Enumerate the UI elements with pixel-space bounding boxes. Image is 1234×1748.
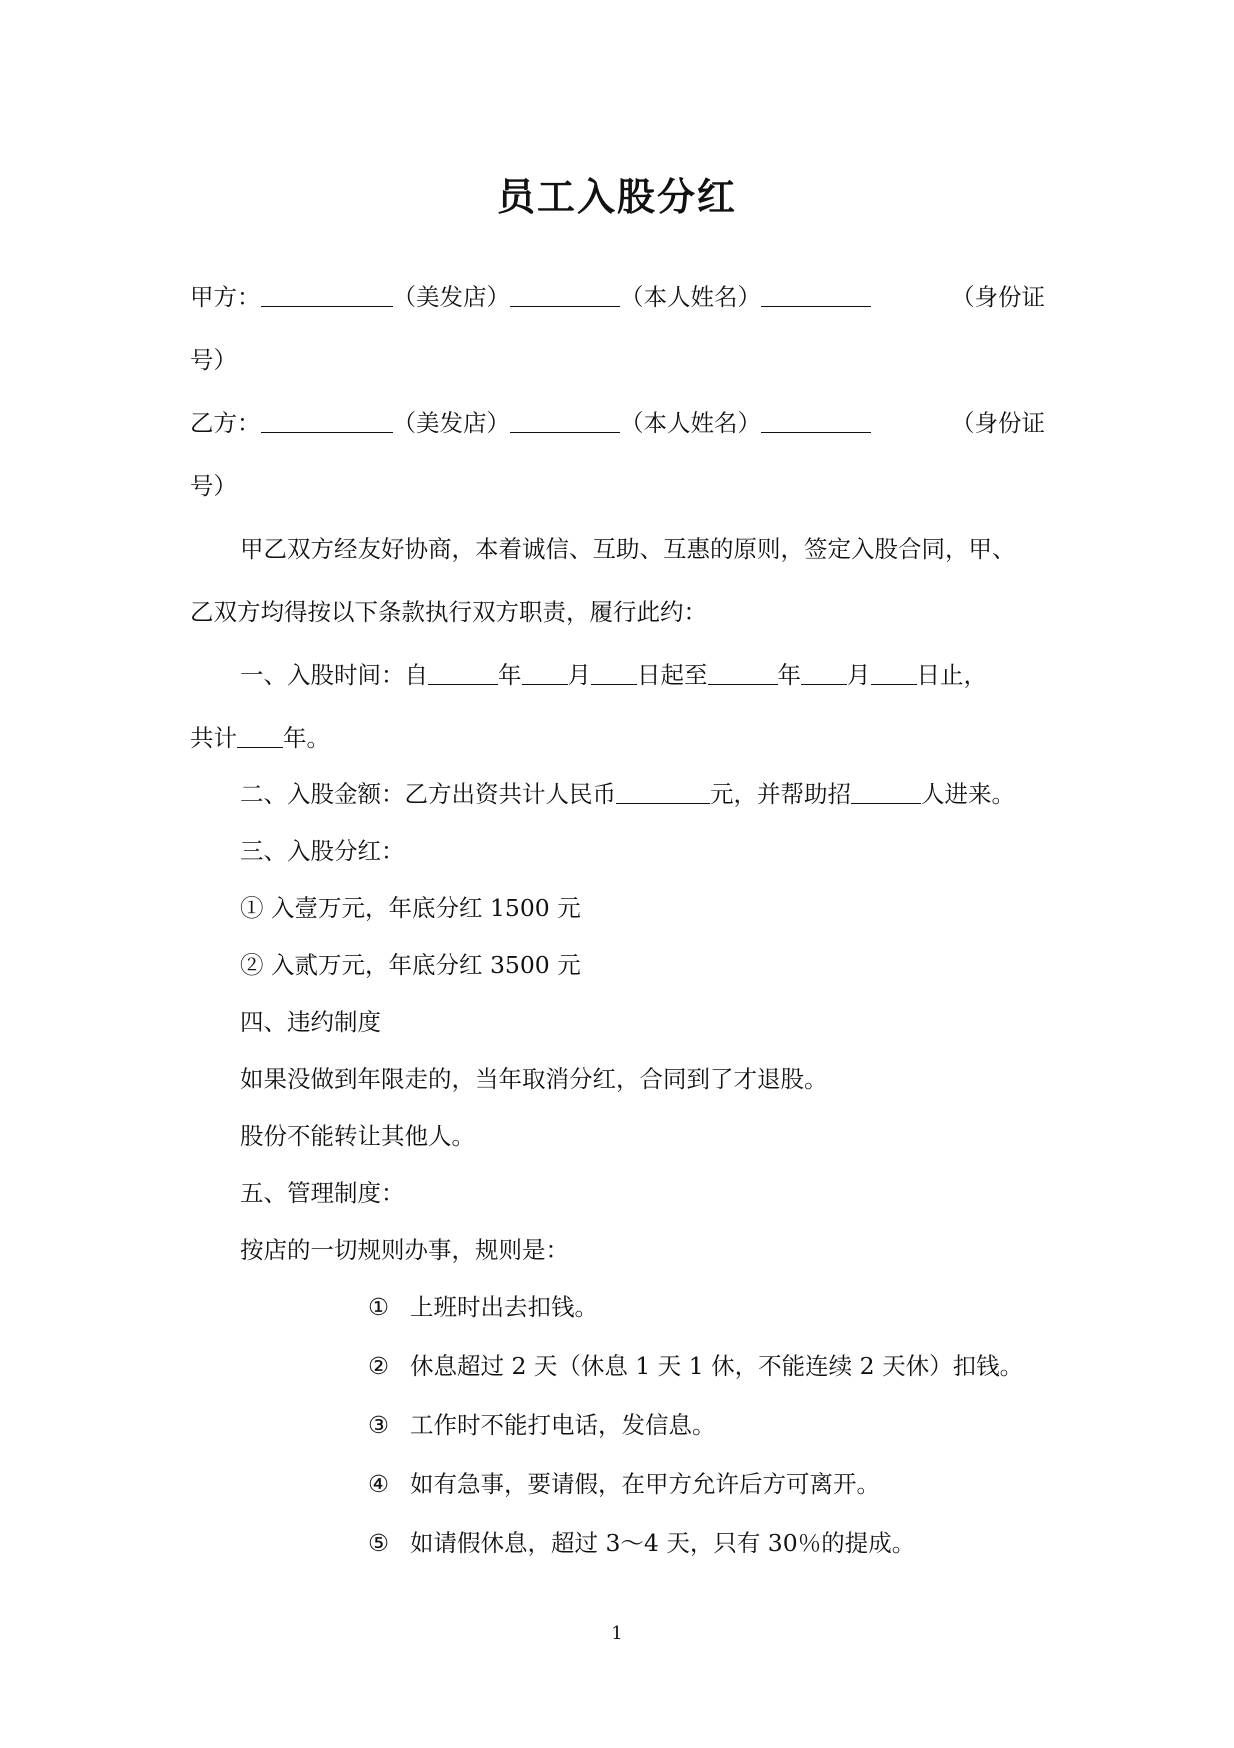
rule-text: 如有急事，要请假，在甲方允许后方可离开。 xyxy=(410,1470,880,1498)
rule-number: ② xyxy=(368,1352,390,1380)
rule-number: ① xyxy=(368,1293,390,1321)
party-b-name-blank xyxy=(510,408,620,433)
clause-4-heading: 四、违约制度 xyxy=(240,1008,381,1036)
party-b-shop-blank xyxy=(261,408,393,433)
party-a-id-blank xyxy=(761,282,871,307)
clause-1-year-2: 年 xyxy=(777,661,801,689)
party-a-shop-blank xyxy=(261,282,393,307)
party-a-shop-label: （美发店） xyxy=(392,283,510,311)
clause-1-year: 年 xyxy=(498,661,522,689)
party-b-name-label: （本人姓名） xyxy=(620,409,761,437)
start-day-blank xyxy=(591,660,637,685)
rule-item-1 xyxy=(368,1290,598,1324)
intro-line-1: 甲乙双方经友好协商，本着诚信、互助、互惠的原则，签定入股合同，甲、 xyxy=(240,535,1016,563)
rule-text: 如请假休息，超过 3～4 天，只有 30％的提成。 xyxy=(410,1529,916,1557)
rule-text: 休息超过 2 天（休息 1 天 1 休，不能连续 2 天休）扣钱。 xyxy=(410,1352,1024,1380)
party-a-line xyxy=(190,280,1045,314)
party-b-id-label-cont: 号） xyxy=(190,472,237,500)
clause-1-day-to: 日止， xyxy=(916,661,987,689)
party-b-line xyxy=(190,406,1045,440)
rule-item-4 xyxy=(368,1467,880,1501)
page-number: 1 xyxy=(611,1623,623,1644)
clause-2-mid: 元，并帮助招 xyxy=(710,780,851,808)
rule-text: 工作时不能打电话，发信息。 xyxy=(410,1411,716,1439)
party-b-id-blank xyxy=(761,408,871,433)
recruit-count-blank xyxy=(851,779,921,804)
end-month-blank xyxy=(801,660,847,685)
party-b-label: 乙方： xyxy=(190,409,261,437)
end-day-blank xyxy=(871,660,917,685)
clause-5-intro: 按店的一切规则办事，规则是： xyxy=(240,1236,569,1264)
party-a-label: 甲方： xyxy=(190,283,261,311)
party-a-id-label: （身份证 xyxy=(951,283,1045,311)
rule-number: ⑤ xyxy=(368,1529,390,1557)
clause-2-prefix: 二、入股金额：乙方出资共计人民币 xyxy=(240,780,616,808)
dividend-item-1: ① 入壹万元，年底分红 1500 元 xyxy=(240,894,581,922)
clause-2-suffix: 人进来。 xyxy=(921,780,1015,808)
rule-item-5 xyxy=(368,1526,915,1560)
party-b-shop-label: （美发店） xyxy=(392,409,510,437)
party-a-name-label: （本人姓名） xyxy=(620,283,761,311)
clause-1-line xyxy=(240,658,1045,692)
clause-1-prefix: 一、入股时间：自 xyxy=(240,661,428,689)
rule-number: ③ xyxy=(368,1411,390,1439)
clause-2-line xyxy=(240,777,1015,811)
clause-1-month-2: 月 xyxy=(847,661,871,689)
party-a-name-blank xyxy=(510,282,620,307)
party-a-id-label-cont: 号） xyxy=(190,346,237,374)
party-b-id-label: （身份证 xyxy=(951,409,1045,437)
clause-4-line-2: 股份不能转让其他人。 xyxy=(240,1122,475,1150)
clause-3-heading: 三、入股分红： xyxy=(240,837,405,865)
clause-1-day-from: 日起至 xyxy=(637,661,708,689)
start-year-blank xyxy=(428,660,498,685)
rule-text: 上班时出去扣钱。 xyxy=(410,1293,598,1321)
clause-4-line-1: 如果没做到年限走的，当年取消分红，合同到了才退股。 xyxy=(240,1065,828,1093)
rule-item-3 xyxy=(368,1408,716,1442)
rule-number: ④ xyxy=(368,1470,390,1498)
clause-1-total-suffix: 年。 xyxy=(283,724,330,752)
rule-item-2 xyxy=(368,1349,1023,1383)
amount-blank xyxy=(616,779,710,804)
intro-line-2: 乙双方均得按以下条款执行双方职责，履行此约： xyxy=(190,598,707,626)
document-title: 员工入股分红 xyxy=(496,175,737,219)
clause-5-heading: 五、管理制度： xyxy=(240,1179,405,1207)
clause-1-total-prefix: 共计 xyxy=(190,724,237,752)
clause-1-month: 月 xyxy=(567,661,591,689)
dividend-item-2: ② 入贰万元，年底分红 3500 元 xyxy=(240,951,581,979)
total-years-blank xyxy=(237,723,283,748)
start-month-blank xyxy=(522,660,568,685)
end-year-blank xyxy=(708,660,778,685)
clause-1-total-line xyxy=(190,721,330,755)
